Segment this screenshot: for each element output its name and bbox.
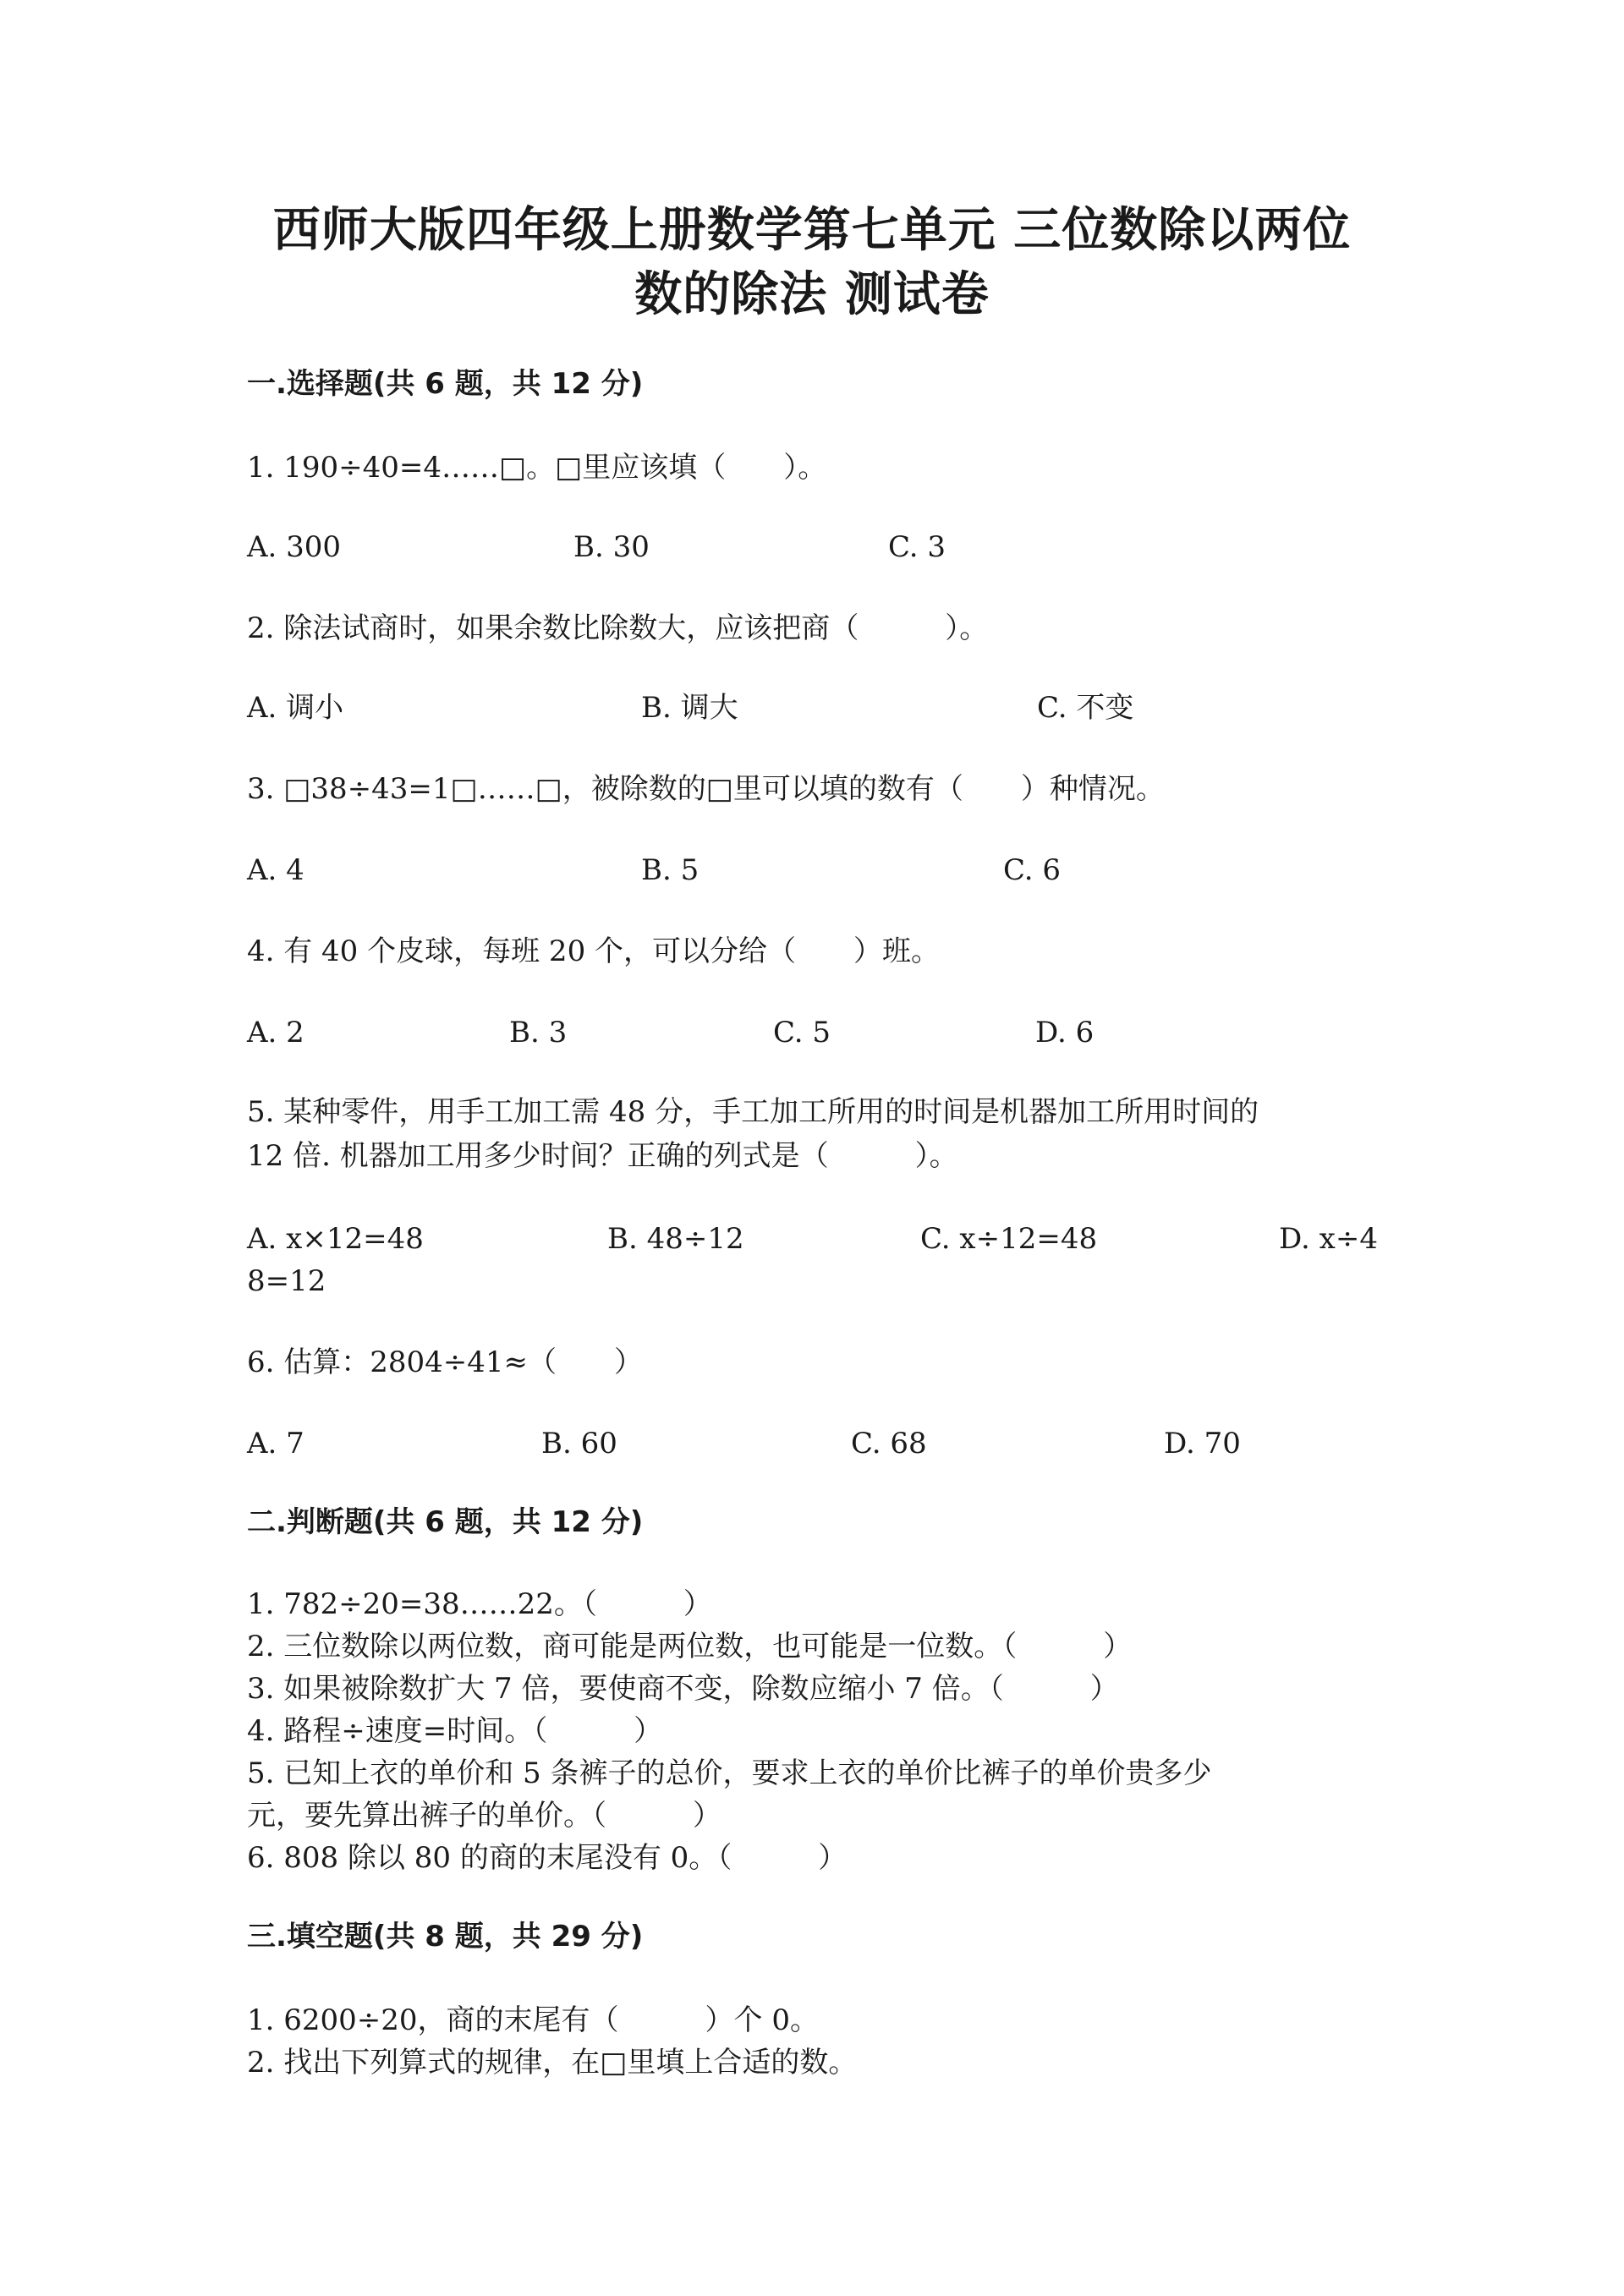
question-5-line1: 5. 某种零件，用手工加工需 48 分，手工加工所用的时间是机器加工所用时间的 <box>247 1095 1259 1129</box>
question-6: 6. 估算：2804÷41≈（ ） <box>247 1345 644 1379</box>
page-title-line1: 西师大版四年级上册数学第七单元 三位数除以两位 <box>272 202 1352 258</box>
judgement-1: 1. 782÷20=38……22。（ ） <box>247 1587 712 1621</box>
q5-option-a: A. x×12=48 <box>247 1222 424 1256</box>
q5-option-d: D. x÷4 <box>1279 1222 1378 1256</box>
judgement-6: 6. 808 除以 80 的商的末尾没有 0。（ ） <box>247 1841 848 1875</box>
q4-option-d: D. 6 <box>1035 1016 1095 1049</box>
section-heading-fill-blank: 三.填空题(共 8 题，共 29 分) <box>247 1920 644 1954</box>
question-3: 3. □38÷43=1□……□，被除数的□里可以填的数有（ ）种情况。 <box>247 772 1165 806</box>
q4-option-b: B. 3 <box>509 1016 568 1049</box>
q1-option-b: B. 30 <box>573 530 650 564</box>
q6-option-c: C. 68 <box>851 1427 927 1460</box>
q1-option-a: A. 300 <box>247 530 342 564</box>
q5-option-d-wrap: 8=12 <box>247 1264 326 1298</box>
q2-option-b: B. 调大 <box>641 691 738 725</box>
q2-option-c: C. 不变 <box>1037 691 1134 725</box>
fill-blank-1: 1. 6200÷20，商的末尾有（ ）个 0。 <box>247 2003 819 2037</box>
section-heading-judgement: 二.判断题(共 6 题，共 12 分) <box>247 1505 644 1539</box>
question-5-line2: 12 倍. 机器加工用多少时间？正确的列式是（ ）。 <box>247 1139 958 1173</box>
judgement-5-line1: 5. 已知上衣的单价和 5 条裤子的总价，要求上衣的单价比裤子的单价贵多少 <box>247 1756 1212 1790</box>
question-4: 4. 有 40 个皮球，每班 20 个，可以分给（ ）班。 <box>247 934 941 968</box>
q5-option-b: B. 48÷12 <box>607 1222 744 1256</box>
q5-option-c: C. x÷12=48 <box>920 1222 1098 1256</box>
q3-option-b: B. 5 <box>641 853 700 887</box>
judgement-3: 3. 如果被除数扩大 7 倍，要使商不变，除数应缩小 7 倍。（ ） <box>247 1672 1119 1706</box>
q2-option-a: A. 调小 <box>247 691 344 725</box>
q3-option-c: C. 6 <box>1003 853 1062 887</box>
q1-option-c: C. 3 <box>888 530 946 564</box>
q4-option-c: C. 5 <box>773 1016 831 1049</box>
fill-blank-2: 2. 找出下列算式的规律，在□里填上合适的数。 <box>247 2046 858 2080</box>
judgement-2: 2. 三位数除以两位数，商可能是两位数，也可能是一位数。（ ） <box>247 1630 1133 1663</box>
question-2: 2. 除法试商时，如果余数比除数大，应该把商（ ）。 <box>247 611 989 645</box>
section-heading-choice: 一.选择题(共 6 题，共 12 分) <box>247 367 644 401</box>
question-1: 1. 190÷40=4……□。□里应该填（ ）。 <box>247 451 827 485</box>
judgement-4: 4. 路程÷速度=时间。（ ） <box>247 1714 663 1748</box>
q6-option-b: B. 60 <box>541 1427 617 1460</box>
q4-option-a: A. 2 <box>247 1016 304 1049</box>
q6-option-d: D. 70 <box>1164 1427 1241 1460</box>
page-title-line2: 数的除法 测试卷 <box>634 266 990 322</box>
q6-option-a: A. 7 <box>247 1427 304 1460</box>
q3-option-a: A. 4 <box>247 853 304 887</box>
judgement-5-line2: 元，要先算出裤子的单价。（ ） <box>247 1799 721 1833</box>
